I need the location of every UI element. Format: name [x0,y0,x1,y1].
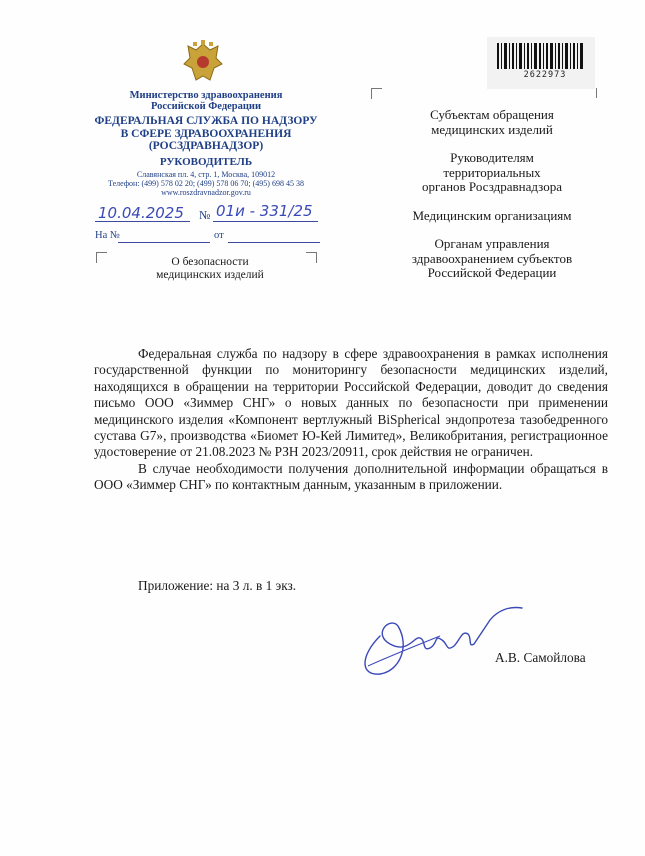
letter-body [94,346,608,494]
coat-of-arms-emblem [180,38,226,86]
reply-number-line [118,241,210,243]
head-title: РУКОВОДИТЕЛЬ [159,156,253,168]
attachment-note: Приложение: на 3 л. в 1 экз. [138,578,297,593]
document-date: 10.04.2025 [98,204,184,222]
barcode-number: 2622973 [523,70,567,80]
service-name: ФЕДЕРАЛЬНАЯ СЛУЖБА ПО НАДЗОРУ В СФЕРЕ ЗДРАВООХРАНЕНИЯ (РОСЗДРАВНАДЗОР) [94,115,318,152]
recipient-corner-left [371,88,382,99]
recipient-2: Руководителям территориальных органов Росздравнадзора [421,150,563,194]
reply-from-line [228,241,320,243]
ministry-name: Министерство здравоохранения Российской Федерации [129,90,283,112]
document-number: 01и - 331/25 [216,202,313,220]
number-sign: № [199,208,211,222]
reply-number-label: На № [95,230,120,241]
reply-from-label: от [214,230,224,241]
subject-corner-right [306,252,317,263]
recipients-block [392,108,592,295]
number-underline [213,220,318,222]
body-paragraph-2: В случае необходимости получения дополнительной информации обращаться в ООО «Зиммер СНГ» по контактным данным, указанным в приложении. [94,460,608,493]
body-paragraph-1: Федеральная служба по надзору в сфере здравоохранения в рамках исполнения государственной функции по мониторингу безопасности медицинских изделий, находящихся в обращении на территории Российской Федерации, доводит до сведения письмо ООО «Зиммер СНГ» о новых данных по безопасности при применении медицинского изделия «Компонент вертлужный BiSpherical эндопротеза тазобедренного сустава G7», производства «Биомет Ю-Кей Лимитед», Великобритания, регистрационное удостоверение от 21.08.2023 № РЗН 2023/20911, срок действия не ограничен. [94,346,608,460]
recipient-4: Органам управления здравоохранением субъектов Российской Федерации [411,236,573,280]
subject-corner-left [96,252,107,263]
signer-name: А.В. Самойлова [495,650,586,665]
recipient-1: Субъектам обращения медицинских изделий [430,107,554,137]
subject-text: О безопасности медицинских изделий [156,256,264,281]
address-block: Славянская пл. 4, стр. 1, Москва, 109012 Телефон: (499) 578 02 20; (499) 578 06 70; (495) 698 45 38 www.roszdravnadzor.gov.ru [108,170,304,197]
handwritten-signature [350,596,530,686]
barcode [487,37,595,89]
recipient-corner-right [596,88,598,98]
recipient-3: Медицинским организациям [412,207,572,223]
